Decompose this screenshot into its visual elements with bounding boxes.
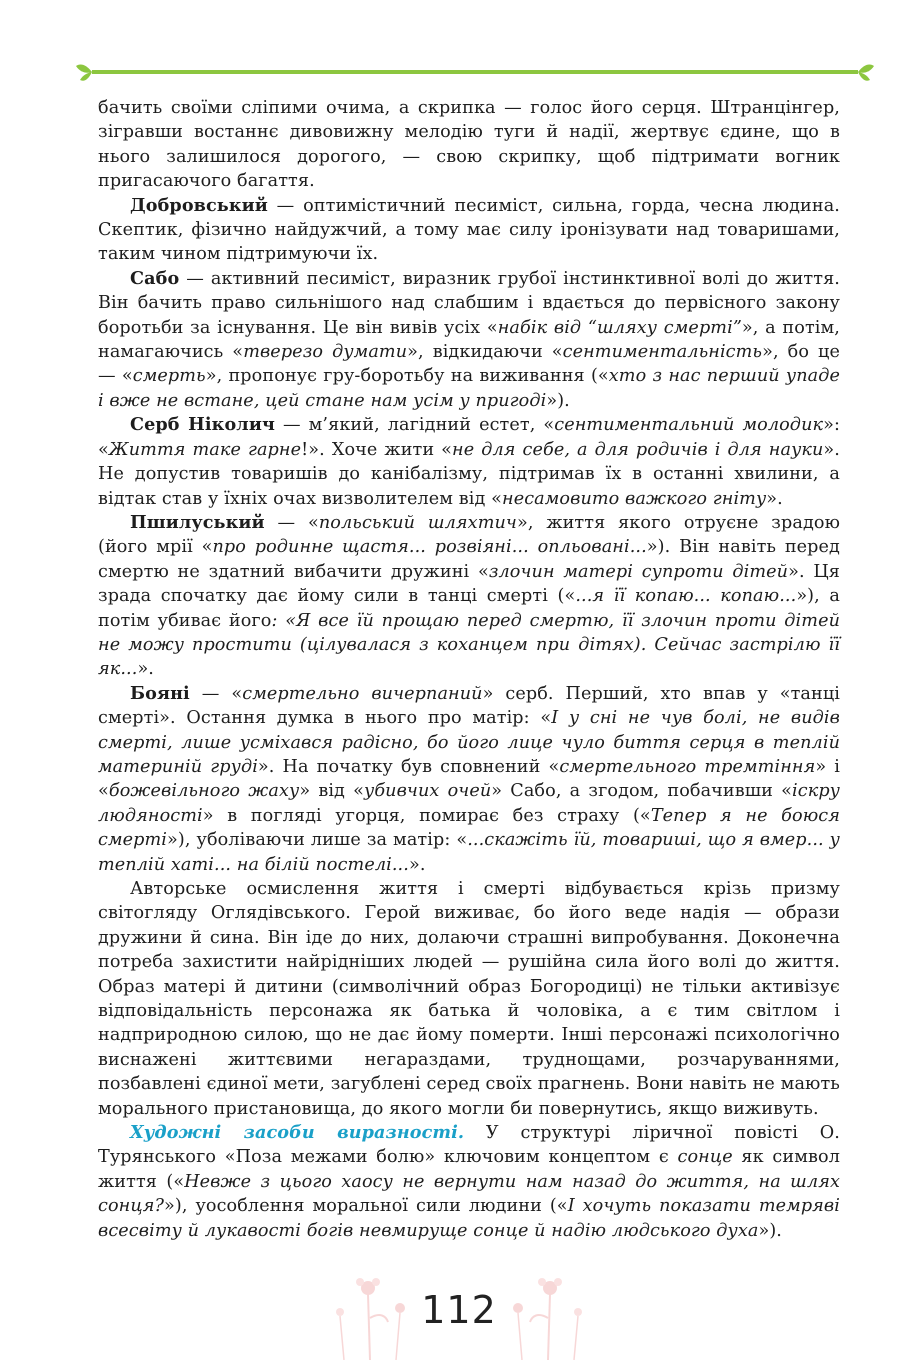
character-name: Пшилуський [130,511,265,533]
paragraph-sabo: Сабо — активний песиміст, виразник грубої інстинктивної волі до життя. Він бачить право сильнішого над слабшим і вдається до первісного закону боротьби за існування. Це він вивів усіх «набік від “шляху смерті”», а потім, намагаючись «тверезо думати», відкидаючи «сентиментальність», бо це — «смерть», пропонує гру-боротьбу на виживання («хто з нас перший упаде і вже не встане, цей стане нам усім у пригоді»). [98,267,840,411]
paragraph-author-view: Авторське осмислення життя і смерті відбувається крізь призму світогляду Оглядівського. Герой виживає, бо його веде надія — образи дружини й сина. Він іде до них, долаючи страшні випробування. Доконечна потреба захистити найрідніших людей — рушійна сила його волі до життя. Образ матері й дитини (символічний образ Богородиці) не тільки активізує відповідальність персонажа як батька й чоловіка, а є тим світлом і надприродною силою, що не дає йому померти. Інші персонажі психологічно виснажені життєвими негараздами, труднощами, розчаруваннями, позбавлені єдиної мети, загублені серед своїх прагнень. Вони навіть не мають морального пристановища, до якого могли би повернутись, якщо виживуть. [98,879,840,1119]
body-text [98,96,840,1243]
character-name: Сабо [130,267,180,289]
paragraph-nikolych: Серб Ніколич — м’який, лагідний естет, «сентиментальний молодик»: «Життя таке гарне!». Хоче жити «не для себе, а для родичів і для науки». Не допустив товаришів до канібалізму, підтримав їх в останні хвилини, а відтак став у їхніх очах визволителем від «несамовито важкого гніту». [98,414,841,509]
leaf-icon [76,64,92,80]
character-name: Бояні [130,682,190,704]
paragraph-dobrovsky: Добровський — оптимістичний песиміст, сильна, горда, чесна людина. Скептик, фізично найдужчий, а тому має силу іронізувати над товаришами, таким чином підтримуючи їх. [98,194,840,265]
section-heading: Художні засоби виразності. [130,1122,465,1144]
page-number: 112 [421,1288,497,1332]
paragraph-boyani: Бояні — «смертельно вичерпаний» серб. Перший, хто впав у «танці смерті». Остання думка в нього про матір: «І у сні не чув болі, не видів смерті, лише усміхався радісно, бо його лице чуло биття серця в теплій материній груді». На початку був сповнений «смертельного тремтіння» і «божевільного жаху» від «убивчих очей» Сабо, а згодом, побачивши «іскру людяності» в погляді угорця, помирає без страху («Тепер я не боюся смерті»), уболіваючи лише за матір: «...скажіть їй, товариші, що я вмер... у теплій хаті... на білій постелі...». [98,682,840,875]
leaf-icon [858,64,874,80]
character-name: Серб Ніколич [130,414,275,436]
decorative-top-rule [0,0,918,100]
character-name: Добровський [130,194,268,216]
paragraph-artistic-means: Художні засоби виразності. У структурі ліричної повісті О. Турянського «Поза межами болю» ключовим концептом є сонце як символ життя («Невже з цього хаосу не вернути нам назад до життя, на шлях сонця?»), уособлення моральної сили людини («І хочуть показати темряві всесвіту й лукавості богів невмируще сонце й надію людського духа»). [98,1122,841,1241]
paragraph-pshylusky: Пшилуський — «польський шляхтич», життя якого отруєне зрадою (його мрії «про родинне щастя... розвіяні... опльовані...»). Він навіть перед смертю не здатний вибачити дружині «злочин матері супроти дітей». Ця зрада спочатку дає йому сили в танці смерті («...я її копаю... копаю...»), а потім убиває його: «Я все їй прощаю перед смертю, її злочин проти дітей не можу простити (цілувалася з коханцем при дітях). Сейчас застрілю її як...». [98,511,841,680]
paragraph: бачить своїми сліпими очима, а скрипка — голос його серця. Штранцінгер, зігравши востаннє дивовижну мелодію туги й надії, жертвує єдине, що в нього залишилося дорогого, — свою скрипку, щоб підтримати вогник пригасаючого багаття. [98,98,840,192]
